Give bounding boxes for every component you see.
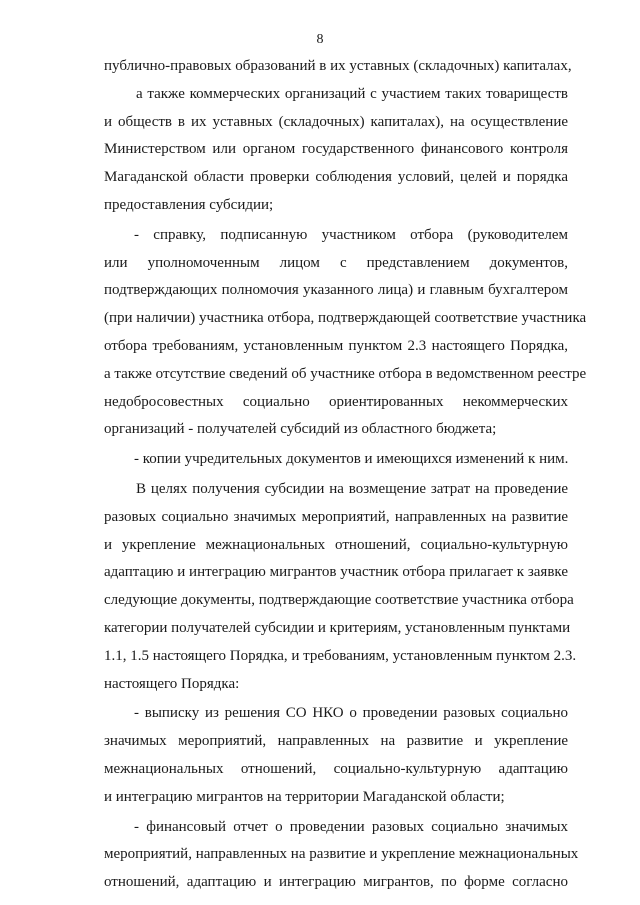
text-line: Магаданской области проверки соблюдения условий, целей и порядка bbox=[104, 169, 568, 186]
text-line: а также коммерческих организаций с участием таких товариществ bbox=[136, 85, 568, 102]
text-line: межнациональных отношений, социально-культурную адаптацию bbox=[104, 760, 568, 777]
list-item-financial-report bbox=[104, 814, 579, 897]
paragraph-purpose bbox=[104, 476, 577, 698]
text-line: (при наличии) участника отбора, подтверждающей соответствие участника bbox=[104, 310, 587, 327]
text-line: Министерством или органом государственного финансового контроля bbox=[104, 141, 568, 158]
paragraph-continuation bbox=[104, 53, 572, 220]
text-line: настоящего Порядка: bbox=[104, 675, 240, 692]
text-line: публично-правовых образований в их уставных (складочных) капиталах, bbox=[104, 58, 572, 74]
text-line: адаптацию и интеграцию мигрантов участник отбора прилагает к заявке bbox=[104, 564, 568, 581]
text-line: - финансовый отчет о проведении разовых социально значимых bbox=[134, 818, 568, 835]
text-line: недобросовестных социально ориентированных некоммерческих bbox=[104, 393, 568, 410]
text-line: и обществ в их уставных (складочных) капиталах), на осуществление bbox=[104, 113, 568, 130]
text-line: и интеграцию мигрантов на территории Магаданской области; bbox=[104, 788, 505, 805]
document-body bbox=[104, 53, 587, 899]
list-item-extract bbox=[104, 700, 568, 811]
list-item-copies bbox=[104, 446, 568, 474]
text-line: - выписку из решения СО НКО о проведении разовых социально bbox=[134, 705, 568, 722]
text-line: подтверждающих полномочия указанного лица) и главным бухгалтером bbox=[104, 282, 568, 299]
text-line: разовых социально значимых мероприятий, направленных на развитие bbox=[104, 508, 568, 525]
text-line: 1.1, 1.5 настоящего Порядка, и требованиям, установленным пунктом 2.3. bbox=[104, 647, 577, 664]
list-item-certificate bbox=[104, 222, 587, 444]
text-line: мероприятий, направленных на развитие и укрепление межнациональных bbox=[104, 846, 579, 863]
text-line: В целях получения субсидии на возмещение затрат на проведение bbox=[136, 480, 568, 497]
text-line: или уполномоченным лицом с представлением документов, bbox=[104, 254, 568, 271]
page-number: 8 bbox=[316, 32, 324, 47]
text-line: категории получателей субсидии и критериям, установленным пунктами bbox=[104, 619, 571, 636]
text-line: значимых мероприятий, направленных на развитие и укрепление bbox=[104, 733, 568, 750]
text-line: и укрепление межнациональных отношений, социально-культурную bbox=[104, 536, 568, 553]
text-line: - справку, подписанную участником отбора (руководителем bbox=[134, 226, 568, 243]
text-line: - копии учредительных документов и имеющихся изменений к ним. bbox=[134, 451, 569, 468]
text-line: отношений, адаптацию и интеграцию мигрантов, по форме согласно bbox=[104, 874, 568, 891]
text-line: а также отсутствие сведений об участнике отбора в ведомственном реестре bbox=[104, 365, 587, 382]
text-line: следующие документы, подтверждающие соответствие участника отбора bbox=[104, 592, 574, 609]
text-line: предоставления субсидии; bbox=[104, 196, 274, 213]
text-line: отбора требованиям, установленным пунктом 2.3 настоящего Порядка, bbox=[104, 337, 568, 354]
text-line: организаций - получателей субсидий из областного бюджета; bbox=[104, 421, 497, 438]
